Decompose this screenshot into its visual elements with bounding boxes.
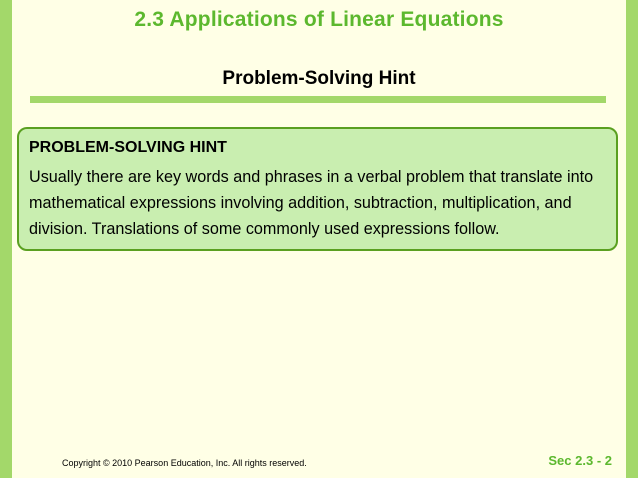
footer-copyright: Copyright © 2010 Pearson Education, Inc. All rights reserved.: [62, 458, 307, 468]
hint-heading: PROBLEM-SOLVING HINT: [29, 139, 227, 156]
footer-section-number: Sec 2.3 - 2: [548, 453, 612, 468]
slide-subtitle: Problem-Solving Hint: [222, 68, 416, 89]
title-divider: [30, 96, 606, 103]
hint-box: [17, 127, 618, 251]
hint-body-text: Usually there are key words and phrases in a verbal problem that translate into mathematical expressions involving addition, subtraction, multiplication, and division. Translations of some commonly used expressions follow.: [29, 168, 594, 238]
slide-title: 2.3 Applications of Linear Equations: [134, 8, 504, 31]
